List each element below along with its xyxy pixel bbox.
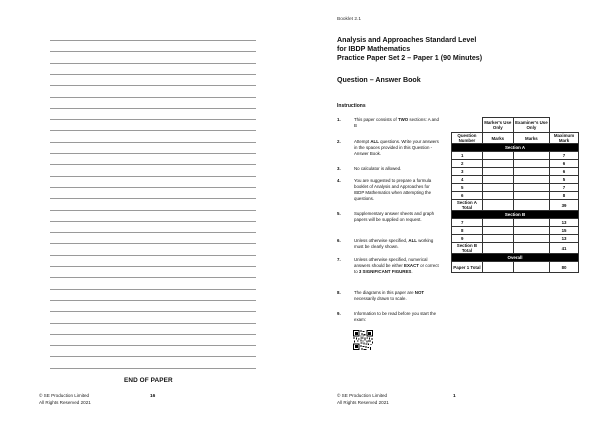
marker-marks-cell bbox=[482, 176, 513, 184]
answer-line bbox=[50, 74, 256, 75]
instruction-number: 8. bbox=[337, 290, 341, 295]
instruction-number: 4. bbox=[337, 178, 341, 183]
answer-line bbox=[50, 221, 256, 222]
examiner-marks-cell bbox=[513, 235, 549, 243]
page-number: 16 bbox=[150, 394, 156, 399]
blank-cell bbox=[452, 118, 483, 133]
question-number-cell: 7 bbox=[452, 219, 483, 227]
answer-line bbox=[50, 210, 256, 211]
footer-left bbox=[39, 393, 91, 406]
section-label: Section B bbox=[452, 211, 579, 219]
answer-line bbox=[50, 51, 256, 52]
examiner-marks-cell bbox=[513, 152, 549, 160]
answer-line bbox=[50, 356, 256, 357]
instruction-text: Information to be read before you start the exam: bbox=[354, 311, 437, 323]
instruction-number: 6. bbox=[337, 238, 341, 243]
instruction-text: The diagrams in this paper are NOT necessarily drawn to scale. bbox=[354, 290, 425, 302]
maximum-mark-cell: 7 bbox=[550, 152, 579, 160]
answer-line bbox=[50, 97, 256, 98]
marker-marks-cell bbox=[482, 168, 513, 176]
maximum-mark-cell: 15 bbox=[550, 227, 579, 235]
answer-line bbox=[50, 289, 256, 290]
instruction-text: Unless otherwise specified, numerical answers should be either EXACT or correct to 3 SIGNIFICANT FIGURES. bbox=[354, 257, 439, 275]
answer-line bbox=[50, 311, 256, 312]
marker-marks-cell bbox=[482, 160, 513, 168]
examiner-marks-cell bbox=[513, 200, 549, 211]
question-row bbox=[452, 227, 579, 235]
question-row bbox=[452, 160, 579, 168]
section-label: Overall bbox=[452, 254, 579, 262]
instruction-number: 3. bbox=[337, 166, 341, 171]
footer-right bbox=[337, 393, 389, 406]
total-row bbox=[452, 262, 579, 273]
marker-marks-cell bbox=[482, 219, 513, 227]
maximum-mark-cell: 13 bbox=[550, 219, 579, 227]
marker-marks-cell bbox=[482, 152, 513, 160]
maximum-mark-header: Maximum Mark bbox=[550, 133, 579, 144]
examiner-marks-cell bbox=[513, 192, 549, 200]
answer-line bbox=[50, 142, 256, 143]
answer-line bbox=[50, 232, 256, 233]
examiner-marks-cell bbox=[513, 243, 549, 254]
question-number-cell: Section B Total bbox=[452, 243, 483, 254]
instruction-number: 5. bbox=[337, 211, 341, 216]
question-number-cell: 1 bbox=[452, 152, 483, 160]
maximum-mark-cell: 6 bbox=[550, 168, 579, 176]
question-number-cell: 3 bbox=[452, 168, 483, 176]
answer-line bbox=[50, 277, 256, 278]
question-number-header: Question Number bbox=[452, 133, 483, 144]
maximum-mark-cell: 41 bbox=[550, 243, 579, 254]
answer-line bbox=[50, 164, 256, 165]
instruction-number: 9. bbox=[337, 311, 341, 316]
answer-line bbox=[50, 63, 256, 64]
instructions-heading: Instructions bbox=[337, 103, 366, 109]
maximum-mark-cell: 5 bbox=[550, 176, 579, 184]
question-row bbox=[452, 184, 579, 192]
answer-line bbox=[50, 243, 256, 244]
instruction-text: You are suggested to prepare a formula booklet of Analysis and Approaches for IBDP Mathematics when attempting the questions. bbox=[354, 178, 432, 202]
instruction-text: Attempt ALL questions. Write your answers in the spaces provided in this Question - Answer Book. bbox=[354, 139, 439, 157]
examiner-marks-cell bbox=[513, 176, 549, 184]
answer-line bbox=[50, 266, 256, 267]
question-number-cell: Section A Total bbox=[452, 200, 483, 211]
answer-line bbox=[50, 119, 256, 120]
answer-line bbox=[50, 40, 256, 41]
examiner-marks-cell bbox=[513, 227, 549, 235]
total-row bbox=[452, 200, 579, 211]
answer-lines-area bbox=[50, 40, 256, 374]
booklet-label: Booklet 2.1 bbox=[337, 17, 362, 22]
total-row bbox=[452, 243, 579, 254]
question-row bbox=[452, 192, 579, 200]
question-row bbox=[452, 235, 579, 243]
section-header-row bbox=[452, 211, 579, 219]
copyright-text: © SE Production Limited bbox=[337, 393, 388, 398]
qr-code-icon bbox=[353, 330, 373, 350]
answer-line bbox=[50, 255, 256, 256]
question-row bbox=[452, 219, 579, 227]
answer-line bbox=[50, 300, 256, 301]
question-number-cell: 6 bbox=[452, 192, 483, 200]
question-number-cell: 4 bbox=[452, 176, 483, 184]
mark-table bbox=[451, 117, 579, 273]
maximum-mark-cell: 7 bbox=[550, 184, 579, 192]
answer-line bbox=[50, 130, 256, 131]
rights-text: All Rights Reserved 2021 bbox=[337, 399, 389, 405]
end-of-paper-label: END OF PAPER bbox=[124, 377, 173, 384]
examiner-marks-cell bbox=[513, 262, 549, 273]
examiner-marks-header: Marks bbox=[513, 133, 549, 144]
marker-marks-cell bbox=[482, 200, 513, 211]
mark-table-column-header bbox=[452, 133, 579, 144]
answer-line bbox=[50, 153, 256, 154]
paper-subtitle: Question – Answer Book bbox=[337, 76, 421, 84]
question-number-cell: 8 bbox=[452, 227, 483, 235]
title-line: for IBDP Mathematics bbox=[337, 45, 411, 53]
maximum-mark-cell: 39 bbox=[550, 200, 579, 211]
marker-marks-cell bbox=[482, 235, 513, 243]
answer-line bbox=[50, 368, 256, 369]
examiner-marks-cell bbox=[513, 184, 549, 192]
question-number-cell: 5 bbox=[452, 184, 483, 192]
right-page bbox=[300, 0, 600, 424]
mark-table-top-header bbox=[452, 118, 579, 133]
answer-line bbox=[50, 187, 256, 188]
title-line: Analysis and Approaches Standard Level bbox=[337, 36, 477, 44]
page-number: 1 bbox=[453, 394, 456, 399]
examiner-marks-cell bbox=[513, 219, 549, 227]
marker-marks-cell bbox=[482, 227, 513, 235]
title-line: Practice Paper Set 2 – Paper 1 (90 Minutes) bbox=[337, 54, 483, 62]
rights-text: All Rights Reserved 2021 bbox=[39, 399, 91, 405]
instruction-text: Unless otherwise specified, ALL working must be clearly shown. bbox=[354, 238, 434, 250]
question-number-cell: 9 bbox=[452, 235, 483, 243]
answer-line bbox=[50, 176, 256, 177]
instruction-number: 1. bbox=[337, 117, 341, 122]
section-label: Section A bbox=[452, 144, 579, 152]
marker-marks-cell bbox=[482, 262, 513, 273]
answer-line bbox=[50, 334, 256, 335]
marker-marks-header: Marks bbox=[482, 133, 513, 144]
instruction-text: Supplementary answer sheets and graph papers will be supplied on request. bbox=[354, 211, 435, 223]
examiner-marks-cell bbox=[513, 160, 549, 168]
maximum-mark-cell: 80 bbox=[550, 262, 579, 273]
examiner-use-header: Examiner's Use Only bbox=[513, 118, 549, 133]
question-number-cell: 2 bbox=[452, 160, 483, 168]
instruction-number: 2. bbox=[337, 139, 341, 144]
answer-line bbox=[50, 198, 256, 199]
answer-line bbox=[50, 108, 256, 109]
instruction-number: 7. bbox=[337, 257, 341, 262]
instruction-text: No calculator is allowed. bbox=[354, 166, 402, 171]
question-number-cell: Paper 1 Total bbox=[452, 262, 483, 273]
marker-marks-cell bbox=[482, 192, 513, 200]
section-header-row bbox=[452, 144, 579, 152]
answer-line bbox=[50, 323, 256, 324]
instruction-text: This paper consists of TWO sections: A and B bbox=[354, 117, 439, 129]
question-row bbox=[452, 168, 579, 176]
copyright-text: © SE Production Limited bbox=[39, 393, 90, 398]
maximum-mark-cell: 6 bbox=[550, 160, 579, 168]
blank-cell bbox=[550, 118, 579, 133]
question-row bbox=[452, 152, 579, 160]
marker-use-header: Marker's Use Only bbox=[482, 118, 513, 133]
examiner-marks-cell bbox=[513, 168, 549, 176]
question-row bbox=[452, 176, 579, 184]
paper-title bbox=[337, 36, 557, 63]
maximum-mark-cell: 8 bbox=[550, 192, 579, 200]
marker-marks-cell bbox=[482, 184, 513, 192]
section-header-row bbox=[452, 254, 579, 262]
answer-line bbox=[50, 345, 256, 346]
marker-marks-cell bbox=[482, 243, 513, 254]
maximum-mark-cell: 13 bbox=[550, 235, 579, 243]
answer-line bbox=[50, 85, 256, 86]
